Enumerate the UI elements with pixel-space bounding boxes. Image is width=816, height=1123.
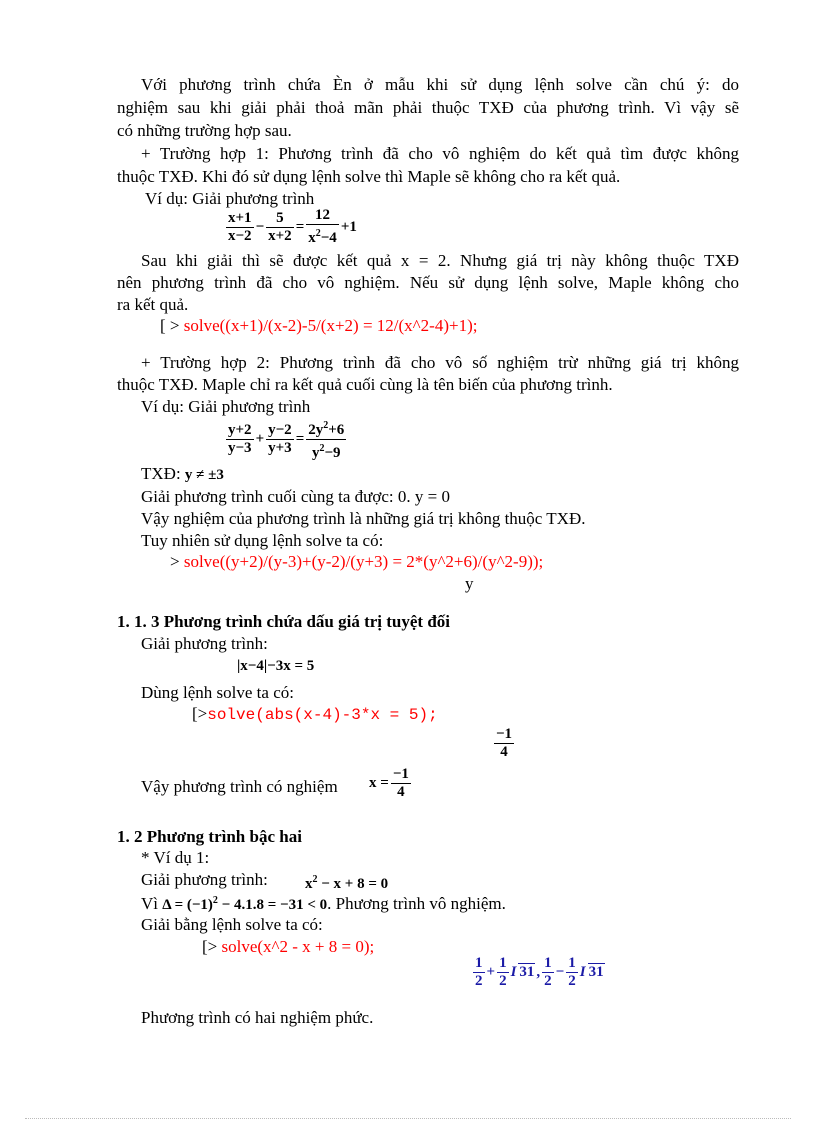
paragraph-line: ra kết quả. [117, 295, 189, 314]
command-prompt: > [170, 552, 180, 571]
maple-output-fraction [493, 726, 515, 761]
equation-3: |x−4|−3x = 5 [237, 658, 315, 674]
no-solution-text: . Phương trình vô nghiệm. [327, 894, 506, 913]
paragraph-line: Sau khi giải thì sẽ được kết quả x = 2. Nhưng giá trị này không thuộc TXĐ [141, 251, 739, 270]
equation-2: $\frac{y+2}{y-3}$ + $\frac{y-2}{y+3}$ = $\frac{2y^2+6}{y^2-9}$ [225, 417, 347, 462]
vi-label: Vì [141, 894, 158, 913]
paragraph-line: Phương trình có hai nghiệm phức. [141, 1008, 374, 1027]
paragraph-line: * Ví dụ 1: [141, 848, 210, 867]
paragraph-line: có những trường hợp sau. [117, 121, 292, 140]
case-1-line: + Trường hợp 1: Phương trình đã cho vô nghiệm do kết quả tìm được không [141, 144, 739, 163]
command-text: solve(x^2 - x + 8 = 0); [221, 937, 375, 956]
solution-formula: x = $\frac{-1}{4}$ [369, 766, 409, 800]
maple-output-complex-roots: $\frac{1}{2}$ + $\frac{1}{2}$ I 31 , $\frac{1}{2}$ − $\frac{1}{2}$ I 31 [475, 955, 604, 989]
discriminant-formula: $\Delta = (-1)^2 - 4.1.8 = -31 < 0$ [162, 895, 328, 913]
command-text: solve((x+1)/(x-2)-5/(x+2) = 12/(x^2-4)+1); [183, 316, 478, 335]
paragraph-line: Giải phương trình: [141, 870, 268, 889]
maple-command-2 [170, 551, 543, 572]
paragraph-line: Vậy nghiệm của phương trình là những giá trị không thuộc TXĐ. [141, 509, 586, 528]
conclusion-text: Vậy phương trình có nghiệm [141, 777, 338, 796]
paragraph-line: nên phương trình đã cho vô nghiệm. Nếu sử dụng lệnh solve, Maple không cho [117, 273, 739, 292]
case-1-line: thuộc TXĐ. Khi đó sử dụng lệnh solve thì Maple sẽ không cho ra kết quả. [117, 167, 621, 186]
equation-4: $x^2 - x + 8 = 0$ [305, 874, 389, 892]
example-label: Ví dụ: Giải phương trình [145, 189, 315, 208]
maple-command-4 [202, 936, 374, 957]
example-label: Ví dụ: Giải phương trình [141, 397, 311, 416]
domain-line [141, 463, 224, 486]
paragraph-line: Giải phương trình cuối cùng ta được: 0. y = 0 [141, 487, 450, 506]
maple-output: y [465, 574, 474, 593]
equation-1: $\frac{x+1}{x-2}$ − $\frac{5}{x+2}$ = $\frac{12}{x^2-4}$ +1 [228, 207, 357, 246]
section-heading: 1. 2 Phương trình bậc hai [117, 827, 302, 846]
command-text: solve((y+2)/(y-3)+(y-2)/(y+3) = 2*(y^2+6)/(y^2-9)); [183, 552, 544, 571]
case-2-line: + Trường hợp 2: Phương trình đã cho vô số nghiệm trừ những giá trị không [141, 353, 739, 372]
section-heading: 1. 1. 3 Phương trình chứa dấu giá trị tuyệt đối [117, 612, 451, 631]
output-numerator: −1 [496, 726, 513, 742]
paragraph-line: nghiệm sau khi giải phải thoả mãn phải thuộc TXĐ của phương trình. Vì vậy sẽ [117, 98, 739, 117]
maple-command-3 [192, 703, 438, 726]
paragraph-line: Giải bằng lệnh solve ta có: [141, 915, 323, 934]
output-denominator: 4 [500, 744, 508, 760]
discriminant-line [141, 890, 506, 916]
page-bottom-divider [25, 1118, 791, 1119]
conclusion-line [141, 776, 338, 797]
command-prompt: [ > [160, 316, 180, 335]
command-prompt: [> [192, 704, 208, 723]
command-prompt: [> [202, 937, 218, 956]
domain-formula: y ≠ ±3 [184, 467, 224, 483]
command-text: solve(abs(x-4)-3*x = 5); [207, 706, 438, 724]
paragraph-line: Dùng lệnh solve ta có: [141, 683, 294, 702]
maple-command-1 [160, 315, 477, 336]
paragraph-line: Giải phương trình: [141, 634, 268, 653]
domain-label: TXĐ: [141, 464, 181, 483]
paragraph-line: Với phương trình chứa Èn ở mẫu khi sử dụng lệnh solve cần chú ý: do [141, 75, 739, 94]
paragraph-line: Tuy nhiên sử dụng lệnh solve ta có: [141, 531, 384, 550]
case-2-line: thuộc TXĐ. Maple chỉ ra kết quả cuối cùng là tên biến của phương trình. [117, 375, 613, 394]
